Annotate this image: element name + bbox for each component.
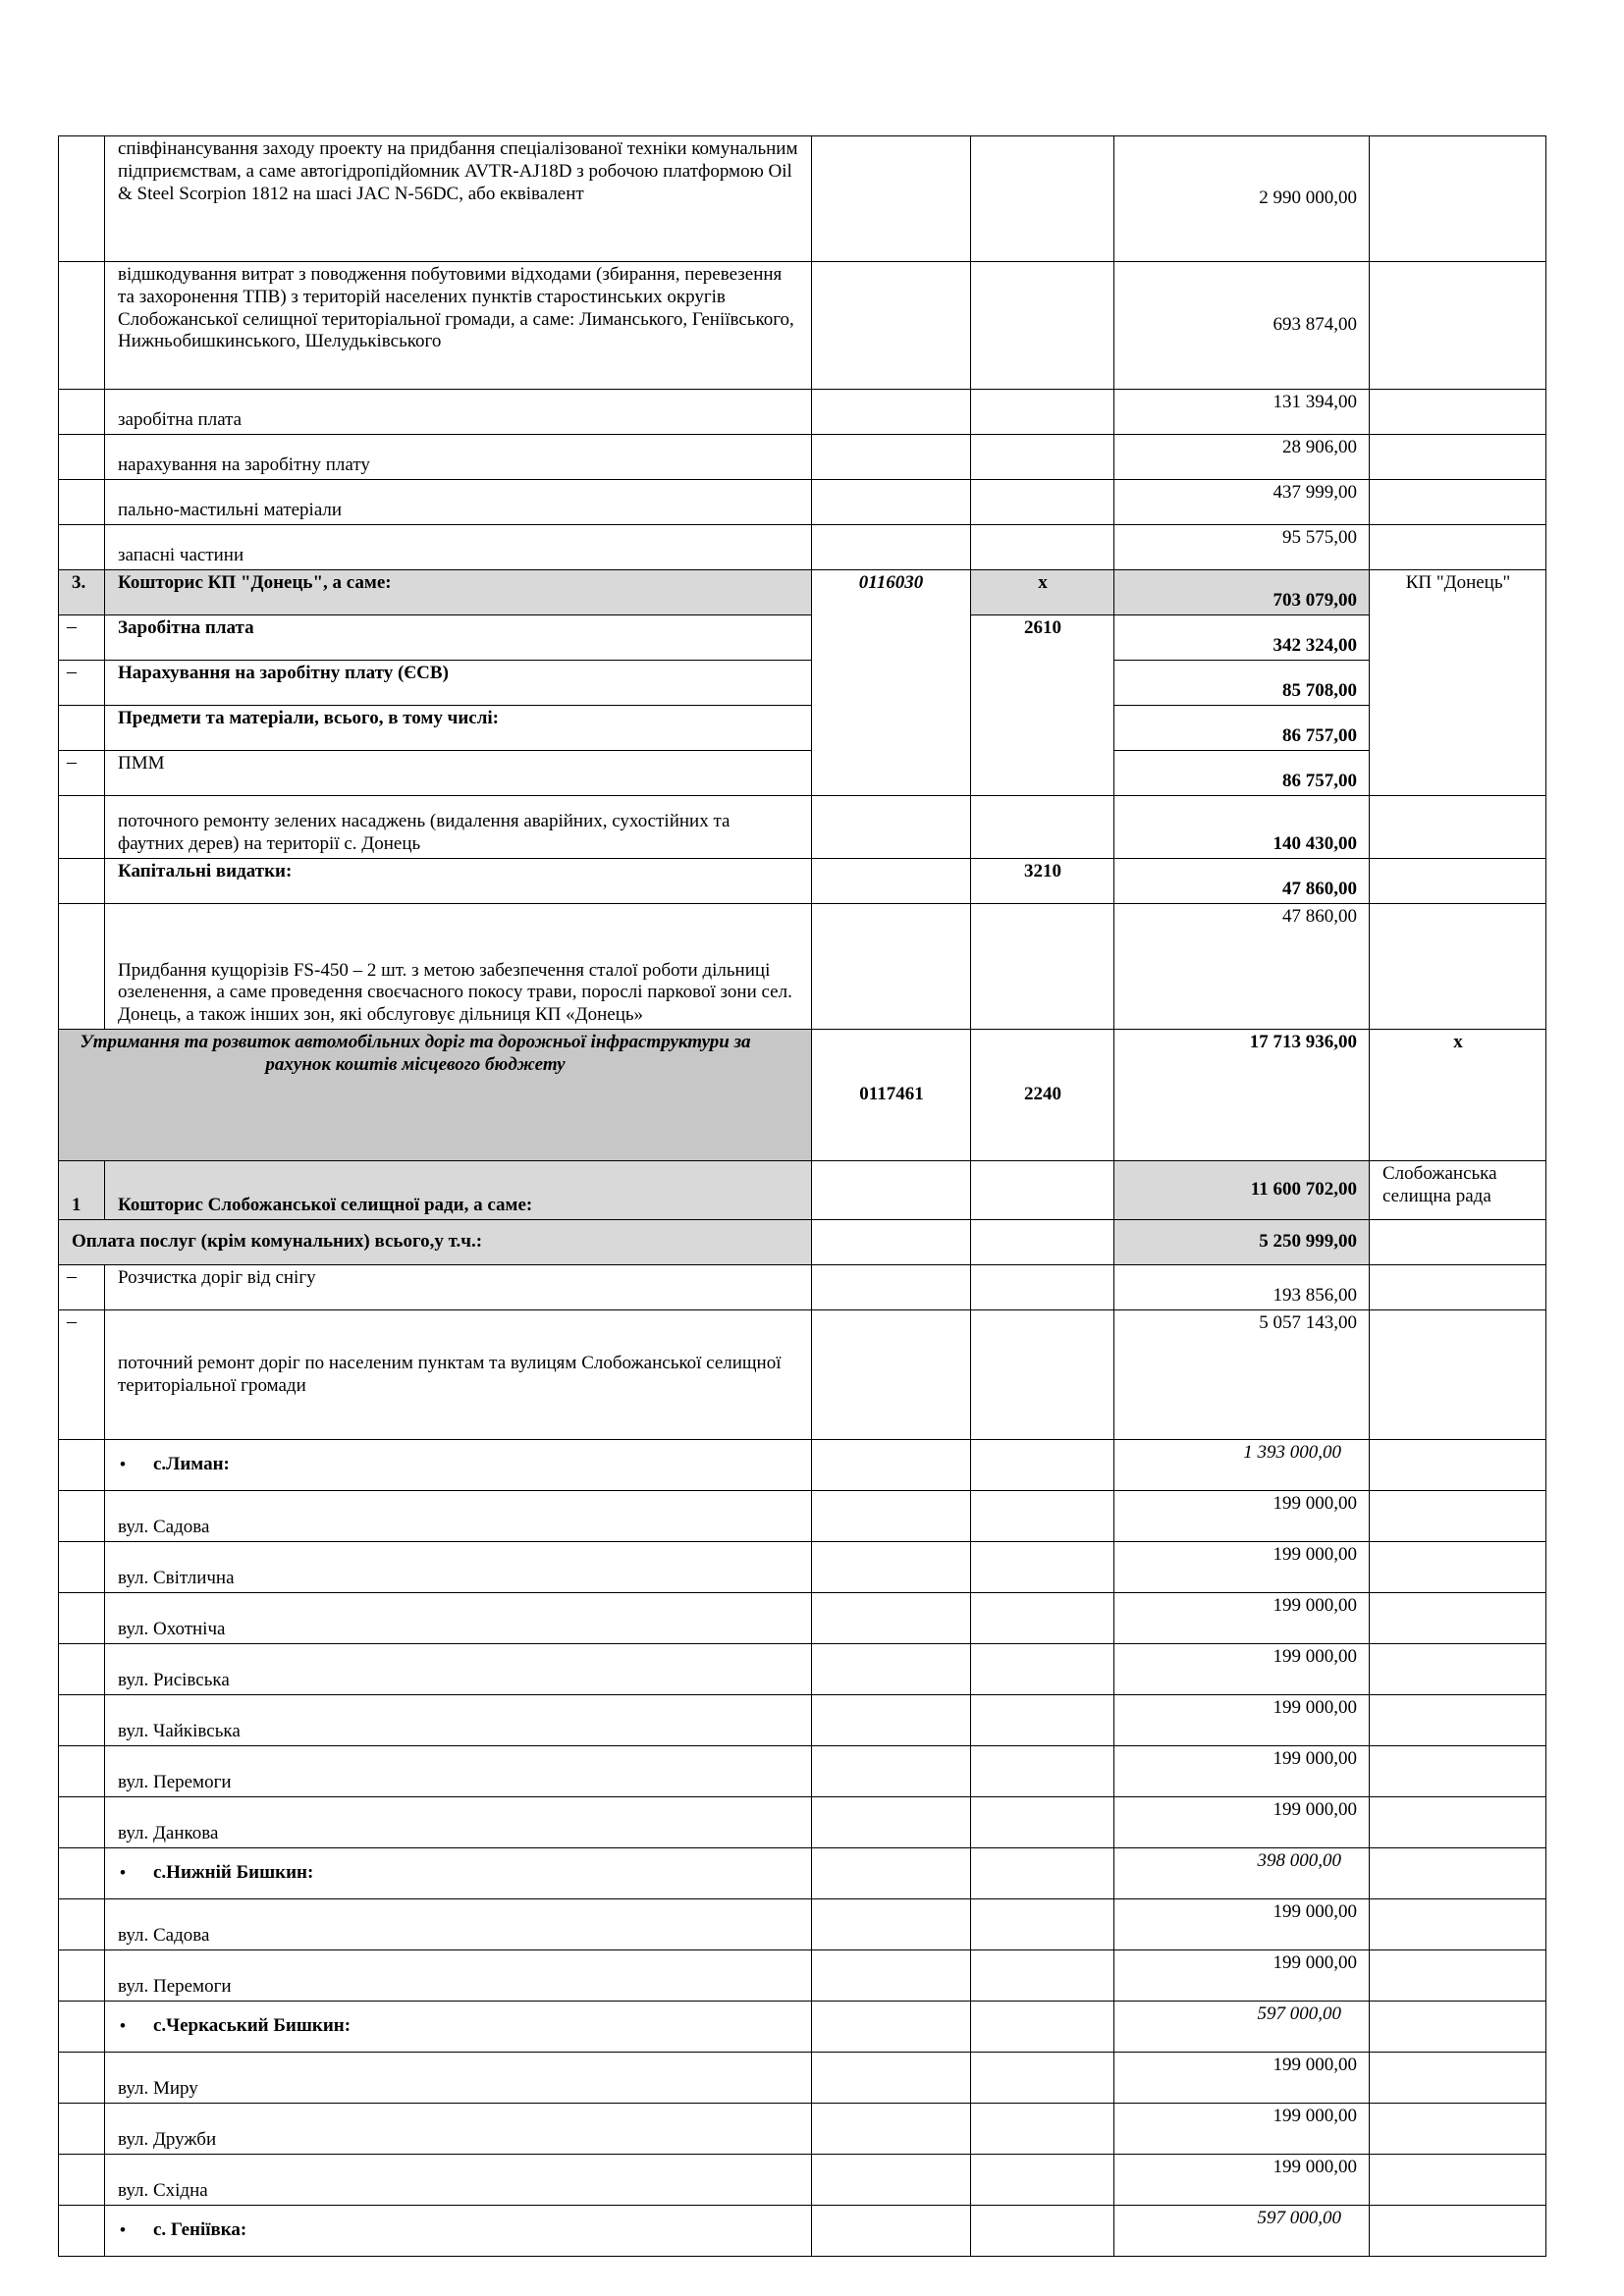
row-number: 3.: [59, 570, 105, 615]
row-amount: 437 999,00: [1114, 480, 1370, 525]
village-amount: 398 000,00: [1114, 1848, 1370, 1899]
row-amount: 693 874,00: [1114, 262, 1370, 390]
capital-amount: 47 860,00: [1114, 859, 1370, 904]
empty-cell: [971, 1265, 1114, 1310]
empty-cell: [812, 1542, 971, 1593]
empty-cell: [1370, 1491, 1546, 1542]
empty-cell: [971, 525, 1114, 570]
empty-cell: [971, 435, 1114, 480]
materials-amount: 86 757,00: [1114, 706, 1370, 751]
street-row: [59, 2104, 1546, 2155]
empty-cell: [59, 706, 105, 751]
street-amount: 199 000,00: [1114, 1593, 1370, 1644]
empty-cell: [59, 262, 105, 390]
empty-cell: [812, 1265, 971, 1310]
empty-cell: [1370, 2155, 1546, 2206]
budget-table-body: [59, 136, 1546, 2257]
street-name: вул. Садова: [105, 1491, 812, 1542]
empty-cell: [59, 2155, 105, 2206]
council-title: Кошторис Слобожанської селищної ради, а саме:: [105, 1161, 812, 1220]
empty-cell: [812, 136, 971, 262]
village-name-cell: [105, 2002, 812, 2053]
empty-cell: [59, 390, 105, 435]
empty-cell: [971, 1695, 1114, 1746]
empty-cell: [1370, 2002, 1546, 2053]
empty-cell: [1370, 525, 1546, 570]
empty-cell: [1370, 2104, 1546, 2155]
empty-cell: [1370, 1746, 1546, 1797]
empty-cell: [812, 1310, 971, 1440]
empty-cell: [59, 435, 105, 480]
street-name: вул. Чайківська: [105, 1695, 812, 1746]
empty-cell: [812, 1746, 971, 1797]
row-amount: 131 394,00: [1114, 390, 1370, 435]
street-row: [59, 1899, 1546, 1950]
empty-cell: [1370, 1310, 1546, 1440]
street-amount: 199 000,00: [1114, 1950, 1370, 2002]
row-text: запасні частини: [105, 525, 812, 570]
materials-row: [59, 706, 1546, 751]
budget-row: [59, 390, 1546, 435]
street-row: [59, 1491, 1546, 1542]
empty-cell: [971, 136, 1114, 262]
empty-cell: [1370, 1220, 1546, 1265]
village-name: с.Нижній Бишкин:: [153, 1862, 314, 1884]
street-row: [59, 1644, 1546, 1695]
empty-cell: [1370, 390, 1546, 435]
empty-cell: [812, 262, 971, 390]
budget-row: [59, 136, 1546, 262]
services-amount: 5 250 999,00: [1114, 1220, 1370, 1265]
budget-row: [59, 525, 1546, 570]
budget-table: [58, 135, 1546, 2257]
empty-cell: [812, 1848, 971, 1899]
empty-cell: [971, 1797, 1114, 1848]
empty-cell: [1370, 2053, 1546, 2104]
street-name: вул. Миру: [105, 2053, 812, 2104]
row-text: співфінансування заходу проекту на придбання спеціалізованої техніки комунальним підприємствам, а саме автогідропідйомник AVTR-AJ18D з робочою платформою Oil & Steel Scorpion 1812 на шасі JAC N-56DC, або еквівалент: [105, 136, 812, 262]
snow-row: [59, 1265, 1546, 1310]
street-amount: 199 000,00: [1114, 1491, 1370, 1542]
salary-label: Заробітна плата: [105, 615, 812, 661]
street-amount: 199 000,00: [1114, 1695, 1370, 1746]
empty-cell: [812, 1220, 971, 1265]
empty-cell: [971, 2155, 1114, 2206]
donets-amount: 703 079,00: [1114, 570, 1370, 615]
council-amount: 11 600 702,00: [1114, 1161, 1370, 1220]
village-amount: 597 000,00: [1114, 2206, 1370, 2257]
village-name-cell: [105, 2206, 812, 2257]
repair-label: поточний ремонт доріг по населеним пунктам та вулицям Слобожанської селищної територіальної громади: [105, 1310, 812, 1440]
empty-cell: [59, 1899, 105, 1950]
dash-mark: –: [59, 1310, 105, 1440]
street-name: вул. Східна: [105, 2155, 812, 2206]
empty-cell: [59, 1797, 105, 1848]
row-amount: 28 906,00: [1114, 435, 1370, 480]
empty-cell: [59, 1644, 105, 1695]
brushcutters-row: [59, 904, 1546, 1030]
empty-cell: [59, 1491, 105, 1542]
empty-cell: [971, 2206, 1114, 2257]
street-row: [59, 1593, 1546, 1644]
village-row: [59, 1440, 1546, 1491]
street-amount: 199 000,00: [1114, 2053, 1370, 2104]
empty-cell: [971, 1161, 1114, 1220]
empty-cell: [971, 1950, 1114, 2002]
street-row: [59, 1542, 1546, 1593]
empty-cell: [59, 859, 105, 904]
empty-cell: [971, 1491, 1114, 1542]
council-row: [59, 1161, 1546, 1220]
esv-label: Нарахування на заробітну плату (ЄСВ): [105, 661, 812, 706]
empty-cell: [59, 1542, 105, 1593]
services-label: Оплата послуг (крім комунальних) всього,у т.ч.:: [59, 1220, 812, 1265]
empty-cell: [1370, 904, 1546, 1030]
empty-cell: [1370, 1899, 1546, 1950]
village-amount: 597 000,00: [1114, 2002, 1370, 2053]
row-text: заробітна плата: [105, 390, 812, 435]
repair-row: [59, 1310, 1546, 1440]
program-code: 0117461: [812, 1030, 971, 1161]
street-name: вул. Дружби: [105, 2104, 812, 2155]
street-row: [59, 2155, 1546, 2206]
bullet-icon: •: [120, 2016, 126, 2036]
pmm-amount: 86 757,00: [1114, 751, 1370, 796]
empty-cell: [59, 2053, 105, 2104]
materials-label: Предмети та матеріали, всього, в тому числі:: [105, 706, 812, 751]
empty-cell: [971, 390, 1114, 435]
empty-cell: [812, 796, 971, 859]
empty-cell: [59, 1746, 105, 1797]
empty-cell: [59, 525, 105, 570]
empty-cell: [812, 2155, 971, 2206]
empty-cell: [1370, 480, 1546, 525]
street-amount: 199 000,00: [1114, 1644, 1370, 1695]
street-name: вул. Садова: [105, 1899, 812, 1950]
empty-cell: [812, 2206, 971, 2257]
dash-mark: –: [59, 1265, 105, 1310]
budget-row: [59, 262, 1546, 390]
roads-header-row: [59, 1030, 1546, 1161]
empty-cell: [1370, 136, 1546, 262]
village-amount: 1 393 000,00: [1114, 1440, 1370, 1491]
bullet-icon: •: [120, 1455, 126, 1474]
street-amount: 199 000,00: [1114, 1746, 1370, 1797]
repair-green-label: поточного ремонту зелених насаджень (видалення аварійних, сухостійних та фаутних дерев) на території с. Донець: [105, 796, 812, 859]
village-name: с. Геніївка:: [153, 2219, 247, 2241]
street-name: вул. Рисівська: [105, 1644, 812, 1695]
services-row: [59, 1220, 1546, 1265]
street-amount: 199 000,00: [1114, 2155, 1370, 2206]
empty-cell: [59, 1950, 105, 2002]
repair-green-row: [59, 796, 1546, 859]
budget-row: [59, 435, 1546, 480]
village-row: [59, 2206, 1546, 2257]
roads-amount: 17 713 936,00: [1114, 1030, 1370, 1161]
empty-cell: [812, 2002, 971, 2053]
empty-cell: [59, 480, 105, 525]
row-number: 1: [59, 1161, 105, 1220]
snow-amount: 193 856,00: [1114, 1265, 1370, 1310]
empty-cell: [1370, 1440, 1546, 1491]
kekv-code: 2610: [971, 615, 1114, 796]
donets-header-row: [59, 570, 1546, 615]
street-amount: 199 000,00: [1114, 1899, 1370, 1950]
street-row: [59, 1950, 1546, 2002]
empty-cell: [971, 904, 1114, 1030]
empty-cell: [971, 1440, 1114, 1491]
bullet-icon: •: [120, 1863, 126, 1883]
empty-cell: [59, 2206, 105, 2257]
executor: КП "Донець": [1370, 570, 1546, 796]
village-row: [59, 1848, 1546, 1899]
empty-cell: [812, 1899, 971, 1950]
empty-cell: [59, 1593, 105, 1644]
row-text: відшкодування витрат з поводження побутовими відходами (збирання, перевезення та захоронення ТПВ) з територій населених пунктів старостинських округів Слобожанської селищної територіальної громади, а саме: Лиманського, Геніївського, Нижньобишкинського, Шелудьківського: [105, 262, 812, 390]
empty-cell: [1370, 1593, 1546, 1644]
street-name: вул. Світлична: [105, 1542, 812, 1593]
empty-cell: [812, 1593, 971, 1644]
council-executor: Слобожанська селищна рада: [1370, 1161, 1546, 1220]
empty-cell: [812, 2053, 971, 2104]
snow-label: Розчистка доріг від снігу: [105, 1265, 812, 1310]
street-row: [59, 1695, 1546, 1746]
empty-cell: [971, 1220, 1114, 1265]
empty-cell: [812, 1440, 971, 1491]
row-text: нарахування на заробітну плату: [105, 435, 812, 480]
empty-cell: [812, 480, 971, 525]
empty-cell: [1370, 262, 1546, 390]
pmm-row: [59, 751, 1546, 796]
dash-mark: –: [59, 751, 105, 796]
village-name-cell: [105, 1440, 812, 1491]
street-name: вул. Данкова: [105, 1797, 812, 1848]
empty-cell: [812, 390, 971, 435]
empty-cell: [971, 480, 1114, 525]
street-amount: 199 000,00: [1114, 2104, 1370, 2155]
empty-cell: [59, 796, 105, 859]
empty-cell: [812, 1950, 971, 2002]
street-name: вул. Охотніча: [105, 1593, 812, 1644]
street-name: вул. Перемоги: [105, 1746, 812, 1797]
empty-cell: [971, 1848, 1114, 1899]
row-amount: 2 990 000,00: [1114, 136, 1370, 262]
village-name: с.Лиман:: [153, 1454, 230, 1475]
donets-title: Кошторис КП "Донець", а саме:: [105, 570, 812, 615]
empty-cell: [1370, 1797, 1546, 1848]
empty-cell: [59, 904, 105, 1030]
capital-row: [59, 859, 1546, 904]
empty-cell: [1370, 435, 1546, 480]
pmm-label: ПММ: [105, 751, 812, 796]
row-text: пально-мастильні матеріали: [105, 480, 812, 525]
empty-cell: [812, 2104, 971, 2155]
empty-cell: [971, 1899, 1114, 1950]
street-row: [59, 1797, 1546, 1848]
brushcutters-label: Придбання кущорізів FS-450 – 2 шт. з метою забезпечення сталої роботи дільниці озеленення, а саме проведення своєчасного покосу трави, порослі паркової зони сел. Донець, а також інших зон, які обслуговує дільниця КП «Донець»: [105, 904, 812, 1030]
empty-cell: [812, 1161, 971, 1220]
village-name-cell: [105, 1848, 812, 1899]
empty-cell: [812, 525, 971, 570]
esv-amount: 85 708,00: [1114, 661, 1370, 706]
empty-cell: [59, 136, 105, 262]
village-row: [59, 2002, 1546, 2053]
empty-cell: [971, 2053, 1114, 2104]
roads-x: х: [1370, 1030, 1546, 1161]
empty-cell: [971, 796, 1114, 859]
budget-row: [59, 480, 1546, 525]
brushcutters-amount: 47 860,00: [1114, 904, 1370, 1030]
empty-cell: [1370, 1695, 1546, 1746]
street-name: вул. Перемоги: [105, 1950, 812, 2002]
repair-amount: 5 057 143,00: [1114, 1310, 1370, 1440]
salary-row: [59, 615, 1546, 661]
empty-cell: [59, 2002, 105, 2053]
roads-title: Утримання та розвиток автомобільних доріг та дорожньої інфраструктури за рахунок коштів місцевого бюджету: [59, 1030, 812, 1161]
salary-amount: 342 324,00: [1114, 615, 1370, 661]
street-amount: 199 000,00: [1114, 1797, 1370, 1848]
empty-cell: [812, 1797, 971, 1848]
empty-cell: [971, 2002, 1114, 2053]
empty-cell: [59, 1848, 105, 1899]
row-amount: 95 575,00: [1114, 525, 1370, 570]
kekv-code: 2240: [971, 1030, 1114, 1161]
empty-cell: [812, 859, 971, 904]
street-amount: 199 000,00: [1114, 1542, 1370, 1593]
empty-cell: [812, 1491, 971, 1542]
program-code: 0116030: [812, 570, 971, 796]
empty-cell: [812, 1644, 971, 1695]
empty-cell: [971, 2104, 1114, 2155]
repair-green-amount: 140 430,00: [1114, 796, 1370, 859]
village-name: с.Черкаський Бишкин:: [153, 2015, 352, 2037]
empty-cell: [812, 904, 971, 1030]
empty-cell: [812, 435, 971, 480]
empty-cell: [59, 2104, 105, 2155]
empty-cell: [59, 1695, 105, 1746]
empty-cell: [971, 262, 1114, 390]
empty-cell: [971, 1644, 1114, 1695]
empty-cell: [1370, 1542, 1546, 1593]
empty-cell: [1370, 1950, 1546, 2002]
empty-cell: [1370, 1848, 1546, 1899]
dash-mark: –: [59, 615, 105, 661]
empty-cell: [1370, 859, 1546, 904]
empty-cell: [1370, 796, 1546, 859]
street-row: [59, 2053, 1546, 2104]
empty-cell: [971, 1310, 1114, 1440]
empty-cell: [59, 1440, 105, 1491]
empty-cell: [971, 1593, 1114, 1644]
empty-cell: [971, 1746, 1114, 1797]
kekv-x: х: [971, 570, 1114, 615]
empty-cell: [812, 1695, 971, 1746]
bullet-icon: •: [120, 2220, 126, 2240]
esv-row: [59, 661, 1546, 706]
empty-cell: [971, 1542, 1114, 1593]
kekv-code: 3210: [971, 859, 1114, 904]
empty-cell: [1370, 2206, 1546, 2257]
empty-cell: [1370, 1265, 1546, 1310]
street-row: [59, 1746, 1546, 1797]
empty-cell: [1370, 1644, 1546, 1695]
capital-label: Капітальні видатки:: [105, 859, 812, 904]
dash-mark: –: [59, 661, 105, 706]
